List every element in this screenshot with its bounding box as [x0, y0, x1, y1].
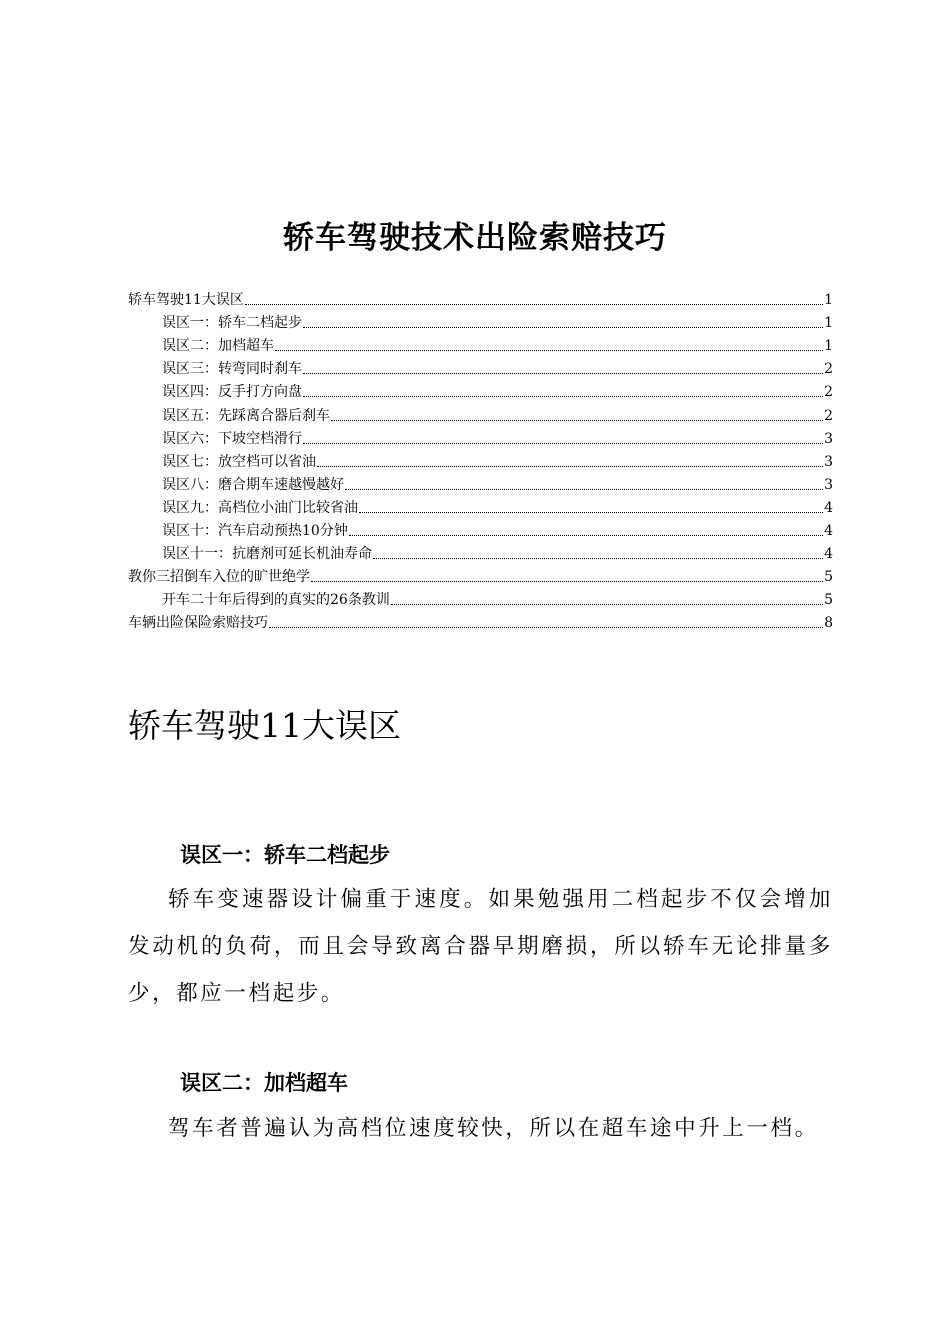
toc-entry-page: 3	[824, 453, 833, 470]
toc-entry[interactable]	[128, 609, 833, 632]
toc-entry-page: 3	[824, 476, 833, 493]
toc-entry[interactable]	[128, 494, 833, 517]
toc-leader-dots	[331, 420, 823, 421]
toc-entry-page: 1	[824, 292, 833, 309]
toc-leader-dots	[359, 512, 823, 513]
toc-entry-page: 8	[824, 615, 833, 632]
toc-entry-text: 误区八：磨合期车速越慢越好	[162, 476, 344, 493]
toc-entry[interactable]	[128, 401, 833, 424]
document-title: 轿车驾驶技术出险索赔技巧	[283, 220, 667, 256]
toc-entry[interactable]	[128, 286, 833, 309]
toc-entry-text: 误区二：加档超车	[162, 338, 274, 355]
toc-entry-text: 误区四：反手打方向盘	[162, 384, 302, 401]
toc-entry-text: 车辆出险保险索赔技巧	[128, 615, 268, 632]
toc-entry-page: 1	[824, 315, 833, 332]
section-heading: 轿车驾驶11大误区	[128, 706, 401, 745]
toc-entry-text: 误区三：转弯同时刹车	[162, 361, 302, 378]
toc-entry-text: 误区十一：抗磨剂可延长机油寿命	[162, 546, 372, 563]
toc-entry[interactable]	[128, 517, 833, 540]
toc-entry[interactable]	[128, 355, 833, 378]
toc-leader-dots	[275, 350, 823, 351]
toc-leader-dots	[303, 396, 823, 397]
toc-entry-page: 2	[824, 407, 833, 424]
toc-entry-page: 2	[824, 361, 833, 378]
toc-entry-page: 4	[824, 499, 833, 516]
subsection-heading: 误区一：轿车二档起步	[180, 843, 390, 867]
toc-entry-page: 3	[824, 430, 833, 447]
toc-entry[interactable]	[128, 425, 833, 448]
toc-leader-dots	[269, 627, 823, 628]
toc-entry-text: 开车二十年后得到的真实的26条教训	[162, 592, 390, 609]
toc-entry-page: 5	[824, 592, 833, 609]
toc-entry-text: 误区十：汽车启动预热10分钟	[162, 523, 348, 540]
toc-entry-text: 误区一：轿车二档起步	[162, 315, 302, 332]
toc-entry-page: 5	[824, 569, 833, 586]
toc-leader-dots	[317, 466, 823, 467]
toc-entry[interactable]	[128, 448, 833, 471]
toc-entry[interactable]	[128, 471, 833, 494]
toc-leader-dots	[245, 304, 823, 305]
toc-leader-dots	[303, 443, 823, 444]
toc-entry-page: 1	[824, 338, 833, 355]
toc-entry-text: 轿车驾驶11大误区	[128, 292, 244, 309]
body-paragraph: 轿车变速器设计偏重于速度。如果勉强用二档起步不仅会增加发动机的负荷，而且会导致离合器早期磨损，所以轿车无论排量多少，都应一档起步。	[128, 887, 833, 1006]
toc-leader-dots	[303, 373, 823, 374]
toc-entry[interactable]	[128, 378, 833, 401]
toc-entry[interactable]	[128, 540, 833, 563]
toc-entry[interactable]	[128, 586, 833, 609]
toc-entry[interactable]	[128, 309, 833, 332]
toc-leader-dots	[373, 558, 823, 559]
toc-entry-page: 2	[824, 384, 833, 401]
table-of-contents	[128, 286, 833, 632]
toc-entry[interactable]	[128, 563, 833, 586]
toc-entry[interactable]	[128, 332, 833, 355]
toc-entry-page: 4	[824, 546, 833, 563]
toc-entry-text: 误区九：高档位小油门比较省油	[162, 499, 358, 516]
toc-leader-dots	[349, 535, 823, 536]
toc-leader-dots	[391, 604, 823, 605]
toc-entry-text: 误区五：先踩离合器后刹车	[162, 407, 330, 424]
body-paragraph: 驾车者普遍认为高档位速度较快，所以在超车途中升上一档。	[168, 1116, 819, 1141]
subsection-heading: 误区二：加档超车	[180, 1071, 348, 1095]
toc-entry-page: 4	[824, 523, 833, 540]
toc-leader-dots	[311, 581, 823, 582]
toc-leader-dots	[345, 489, 823, 490]
toc-entry-text: 误区六：下坡空档滑行	[162, 430, 302, 447]
toc-leader-dots	[303, 327, 823, 328]
toc-entry-text: 误区七：放空档可以省油	[162, 453, 316, 470]
toc-entry-text: 教你三招倒车入位的旷世绝学	[128, 569, 310, 586]
